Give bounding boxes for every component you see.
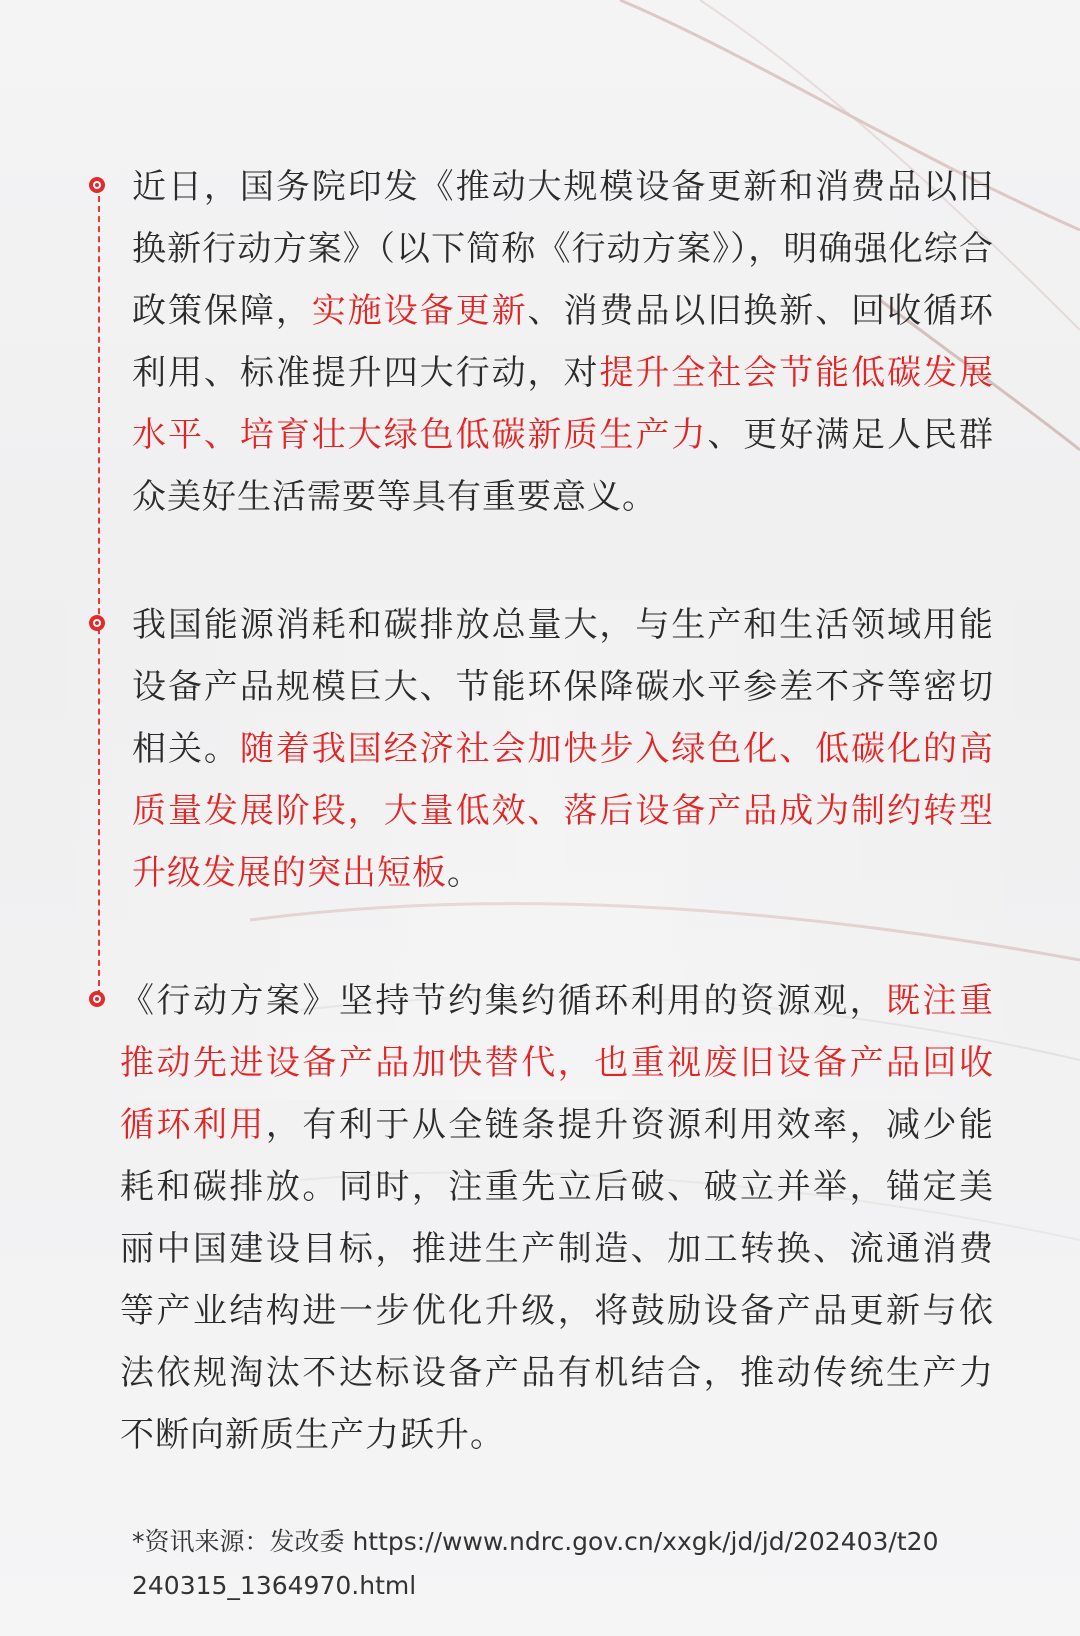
highlighted-text: 随着我国经济社会加快步入绿色化、低碳化的高质量发展阶段，大量低效、落后设备产品成为制约转型升级发展的突出短板 [132,729,995,893]
body-text: 。 [447,853,482,893]
body-text: 近日，国务院印发《推动大规模设备更新和消费品以旧换新行动方案》（以下简称《行动方案》），明确强化综合政策保障， [132,167,994,331]
paragraph-1 [132,156,994,528]
bullet-icon [89,615,105,631]
source-citation: *资讯来源：发改委 https://www.ndrc.gov.cn/xxgk/jd/jd/202403/t20240315_1364970.html [132,1527,939,1600]
highlighted-text: 提升全社会节能低碳发展水平、培育壮大绿色低碳新质生产力 [132,353,995,455]
body-text: 、消费品以旧换新、回收循环利用、标准提升四大行动，对 [132,291,995,393]
timeline-line [98,196,100,996]
body-text: 我国能源消耗和碳排放总量大，与生产和生活领域用能设备产品规模巨大、节能环保降碳水平参差不齐等密切相关。 [132,605,994,769]
paragraph-3 [120,970,994,1466]
body-text: ，有利于从全链条提升资源利用效率，减少能耗和碳排放。同时，注重先立后破、破立并举，锚定美丽中国建设目标，推进生产制造、加工转换、流通消费等产业结构进一步优化升级，将鼓励设备产品更新与依法依规淘汰不达标设备产品有机结合，推动传统生产力不断向新质生产力跃升。 [120,1105,995,1455]
bullet-icon [89,991,105,1007]
bullet-icon [89,177,105,193]
body-text: 《行动方案》坚持节约集约循环利用的资源观， [120,981,887,1021]
paragraph-2 [132,594,994,904]
highlighted-text: 既注重推动先进设备产品加快替代，也重视废旧设备产品回收循环利用 [120,981,995,1145]
highlighted-text: 实施设备更新 [311,291,528,331]
body-text: 、更好满足人民群众美好生活需要等具有重要意义。 [132,415,995,517]
